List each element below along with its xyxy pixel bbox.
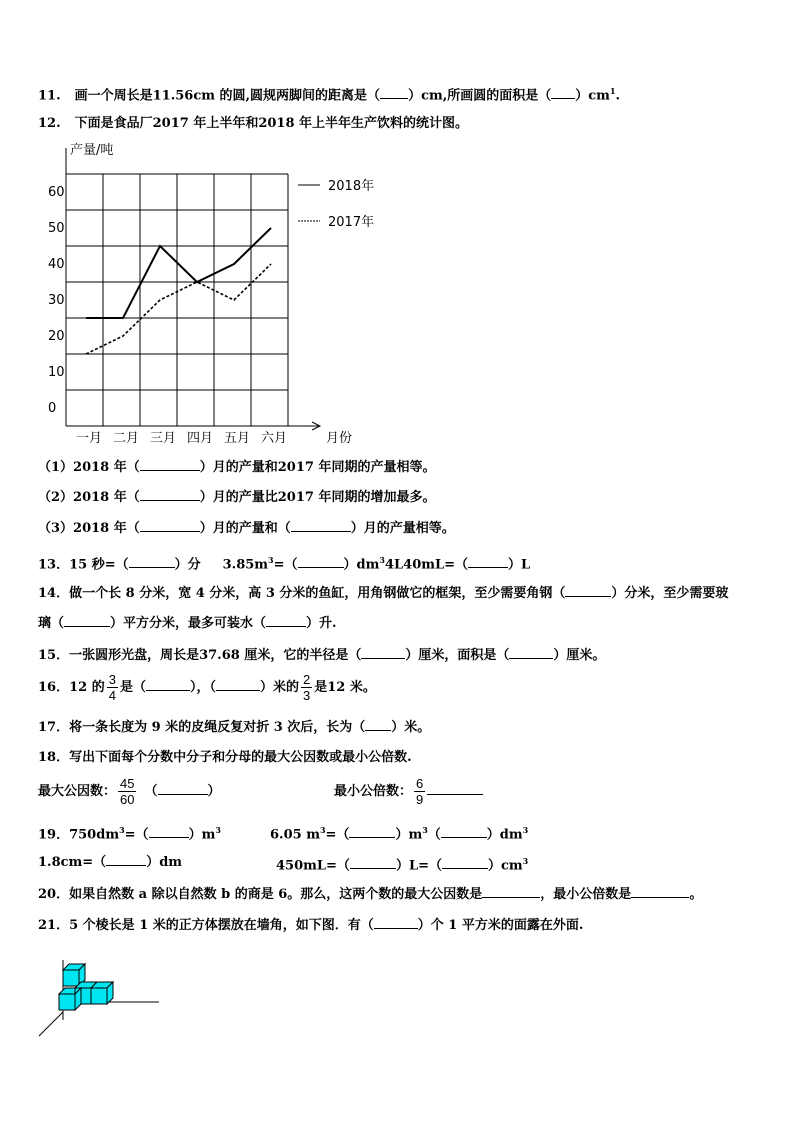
answer-blank[interactable] <box>140 519 200 532</box>
answer-blank[interactable] <box>350 856 396 869</box>
legend-label: 2018年 <box>328 179 375 194</box>
legend-label: 2017年 <box>328 215 375 230</box>
cube-front-face <box>91 988 107 1004</box>
question-15: 15．一张圆形光盘，周长是37.68 厘米，它的半径是（ ）厘米，面积是（ ）厘米。 <box>38 648 606 663</box>
answer-blank[interactable] <box>551 86 575 99</box>
x-tick-label: 四月 <box>186 431 214 446</box>
cubes-in-corner-figure <box>35 960 165 1040</box>
answer-blank[interactable] <box>427 782 483 795</box>
question-19-line2-right: 450mL=（ ）L=（ ）$cm^3$ <box>276 856 529 874</box>
answer-blank[interactable] <box>140 458 200 471</box>
answer-blank[interactable] <box>468 555 508 568</box>
chart-axes <box>66 148 320 430</box>
fraction-3-4: $\frac{3}{4}$ <box>108 672 116 703</box>
question-number: 14． <box>38 586 70 601</box>
fraction-6-9: $\frac{6}{9}$ <box>416 776 424 807</box>
question-number: 20． <box>38 887 70 902</box>
question-16: 16．12 的 $\frac{3}{4}$ 是（ ），（ ）米的 $\frac{2}{3}$ 是12 米。 <box>38 672 376 703</box>
answer-blank[interactable] <box>140 488 200 501</box>
question-18: 18．写出下面每个分数中分子和分母的最大公因数或最小公倍数. <box>38 750 412 765</box>
question-18-gcd: 最大公因数： $\frac{45}{60}$ （ ） <box>38 776 221 807</box>
cube-front-face <box>59 994 75 1010</box>
question-17: 17．将一条长度为 9 米的皮绳反复对折 3 次后，长为（ ）米。 <box>38 720 431 735</box>
question-21: 21．5 个棱长是 1 米的正方体摆放在墙角，如下图．有（ ）个 1 平方米的面露在外面. <box>38 918 584 933</box>
answer-blank[interactable] <box>129 555 175 568</box>
x-tick-label: 一月 <box>75 431 103 446</box>
y-tick-label: 50 <box>48 221 65 236</box>
answer-blank[interactable] <box>146 678 190 691</box>
question-19-line1-left: 19．$750dm^3=$（ ）$m^3$ <box>38 825 221 843</box>
answer-blank[interactable] <box>380 86 408 99</box>
y-axis-label: 产量/吨 <box>70 143 114 158</box>
series-line-2018年 <box>86 228 271 318</box>
y-tick-label: 0 <box>48 401 57 416</box>
answer-blank[interactable] <box>106 853 146 866</box>
question-19-line1-right: 6.05 $m^3=$（ ）$m^3$（ ）$dm^3$ <box>270 825 529 843</box>
line-chart <box>48 138 378 454</box>
answer-blank[interactable] <box>266 614 306 627</box>
question-number: 13． <box>38 557 70 573</box>
answer-blank[interactable] <box>349 825 395 838</box>
question-number: 12. <box>38 116 61 131</box>
y-tick-label: 60 <box>48 185 65 200</box>
answer-blank[interactable] <box>442 856 488 869</box>
x-tick-label: 三月 <box>149 431 177 446</box>
x-tick-label: 六月 <box>260 431 288 446</box>
question-number: 16． <box>38 680 70 695</box>
y-tick-label: 40 <box>48 257 65 272</box>
fraction-2-3: $\frac{2}{3}$ <box>303 672 311 703</box>
answer-blank[interactable] <box>565 584 611 597</box>
fraction-45-60: $\frac{45}{60}$ <box>120 776 135 807</box>
question-14-line2: 璃（ ）平方分米，最多可装水（ ）升. <box>38 616 337 631</box>
answer-blank[interactable] <box>361 646 405 659</box>
question-12-1: （1）2018 年（ ）月的产量和2017 年同期的产量相等。 <box>38 460 436 475</box>
question-number: 21． <box>38 918 70 933</box>
answer-blank[interactable] <box>482 885 540 898</box>
question-number: 18． <box>38 750 70 765</box>
answer-blank[interactable] <box>631 885 689 898</box>
question-12-3: （3）2018 年（ ）月的产量和（ ）月的产量相等。 <box>38 521 455 536</box>
question-20: 20．如果自然数 a 除以自然数 b 的商是 6。那么，这两个数的最大公因数是 ，最小公倍数是 。 <box>38 887 703 902</box>
question-12-2: （2）2018 年（ ）月的产量比2017 年同期的增加最多。 <box>38 490 436 505</box>
answer-blank[interactable] <box>216 678 260 691</box>
answer-blank[interactable] <box>149 825 189 838</box>
series-line-2017年 <box>86 264 271 354</box>
answer-blank[interactable] <box>365 718 391 731</box>
question-11: 11. 画一个周长是11.56cm 的圆,圆规两脚间的距离是（ ）cm,所画圆的面积是（ ）$cm^1$. <box>38 86 621 104</box>
answer-blank[interactable] <box>509 646 553 659</box>
y-tick-label: 20 <box>48 329 65 344</box>
answer-blank[interactable] <box>441 825 487 838</box>
question-number: 11. <box>38 88 61 104</box>
cube-front-face <box>63 970 79 986</box>
chart-grid <box>66 174 288 426</box>
floor-edge-diagonal <box>39 1012 63 1036</box>
question-number: 15． <box>38 648 70 663</box>
cube-stack <box>59 964 113 1010</box>
x-tick-label: 五月 <box>223 431 251 446</box>
y-tick-label: 10 <box>48 365 65 380</box>
question-14-line1: 14．做一个长 8 分米，宽 4 分米，高 3 分米的鱼缸，用角钢做它的框架，至少需要角钢（ ）分米，至少需要玻 <box>38 586 729 601</box>
question-19-line2-left: 1.8cm=（ ）dm <box>38 855 183 870</box>
answer-blank[interactable] <box>374 916 418 929</box>
y-tick-label: 30 <box>48 293 65 308</box>
question-12: 12. 下面是食品厂2017 年上半年和2018 年上半年生产饮料的统计图。 <box>38 116 469 131</box>
question-number: 19． <box>38 827 70 843</box>
answer-blank[interactable] <box>64 614 110 627</box>
answer-blank[interactable] <box>291 519 351 532</box>
x-tick-label: 二月 <box>112 431 140 446</box>
question-18-lcm: 最小公倍数： $\frac{6}{9}$ <box>334 774 483 810</box>
answer-blank[interactable] <box>298 555 344 568</box>
question-13: 13．15 秒=（ ）分 $3.85m^3=$（ ）$dm^34L40mL=$（ ）L <box>38 555 531 573</box>
answer-blank[interactable] <box>158 782 208 795</box>
question-number: 17． <box>38 720 70 735</box>
x-axis-label: 月份 <box>326 431 353 446</box>
